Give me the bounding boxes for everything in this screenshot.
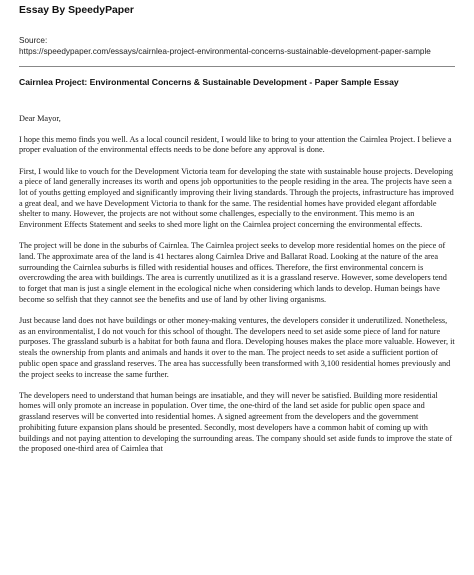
paragraph-4: Just because land does not have buildings or other money-making ventures, the developers consider it underutilized. Nonetheless, as an environmentalist, I do not vouch for this school of thought. The developers need to set aside some piece of land for nature purposes. The grassland suburb is a habitat for both fauna and flora. Developing houses makes the place more valuable. However, it steals the ownership from plants and animals and hands it over to the man. The project needs to set aside a sufficient portion of public open space and grassland reserves. The area has successfully been transformed with 3,100 residential homes previously and the project seeks to increase the same further. xyxy=(19,316,455,379)
source-block xyxy=(19,35,455,57)
source-link[interactable]: https://speedypaper.com/essays/cairnlea-project-environmental-concerns-sustainable-development-paper-sample xyxy=(19,47,431,56)
paragraph-1: I hope this memo finds you well. As a local council resident, I would like to bring to your attention the Cairnlea Project. I believe a proper evaluation of the environmental effects needs to be done before any approval is done. xyxy=(19,134,452,155)
paragraph-5: The developers need to understand that human beings are insatiable, and they will never be satisfied. Building more residential homes will only promote an increase in population. Over time, the one-third of the land set aside for public open space and grassland reserves will be converted into residential homes. A signed agreement from the developers and the government prohibiting future expansion plans should be presented. Secondly, most developers have a common habit of coming up with buildings and not paying attention to developing the surrounding areas. The company should set aside funds to improve the state of the proposed one-third area of Cairnlea that xyxy=(19,390,453,454)
essay-body xyxy=(19,114,455,455)
source-label: Source: xyxy=(19,36,48,45)
paragraph-2: First, I would like to vouch for the Development Victoria team for developing the state with sustainable house projects. Developing a piece of land generally increases its worth and opens job opportunities to the people residing in the area. The projects have seen a lot of youths getting employed and significantly improving their living standards. Through the projects, infrastructure has improved a great deal, and we have Development Victoria to thank for the same. The residential homes have provided elegant affordable shelter to many. However, the projects are not without some challenges, especially to the environment. This memo is an Environment Effects Statement and seeks to shed more light on the Cairnlea project concerning the environmental effects. xyxy=(19,166,454,230)
divider xyxy=(19,66,455,67)
essay-title: Cairnlea Project: Environmental Concerns & Sustainable Development - Paper Sample Essay xyxy=(19,77,399,87)
paragraph-3: The project will be done in the suburbs of Cairnlea. The Cairnlea project seeks to develop more residential homes on the piece of land. The approximate area of the land is 41 hectares along Cairnlea Drive and Ballarat Road. Looking at the nature of the area surrounding the Cairnlea suburbs is filled with residential houses and offices. Therefore, the first environmental concern is overcrowding the area with buildings. The area is currently unutilized as it is a grassland reserve. However, some developers tend to forget that man is just a single element in the ecological niche when considering which lands to develop. Human beings have become so selfish that they cannot see the benefits and use of land by other living organisms. xyxy=(19,241,447,304)
salutation: Dear Mayor, xyxy=(19,113,61,123)
brand-title: Essay By SpeedyPaper xyxy=(19,5,134,16)
